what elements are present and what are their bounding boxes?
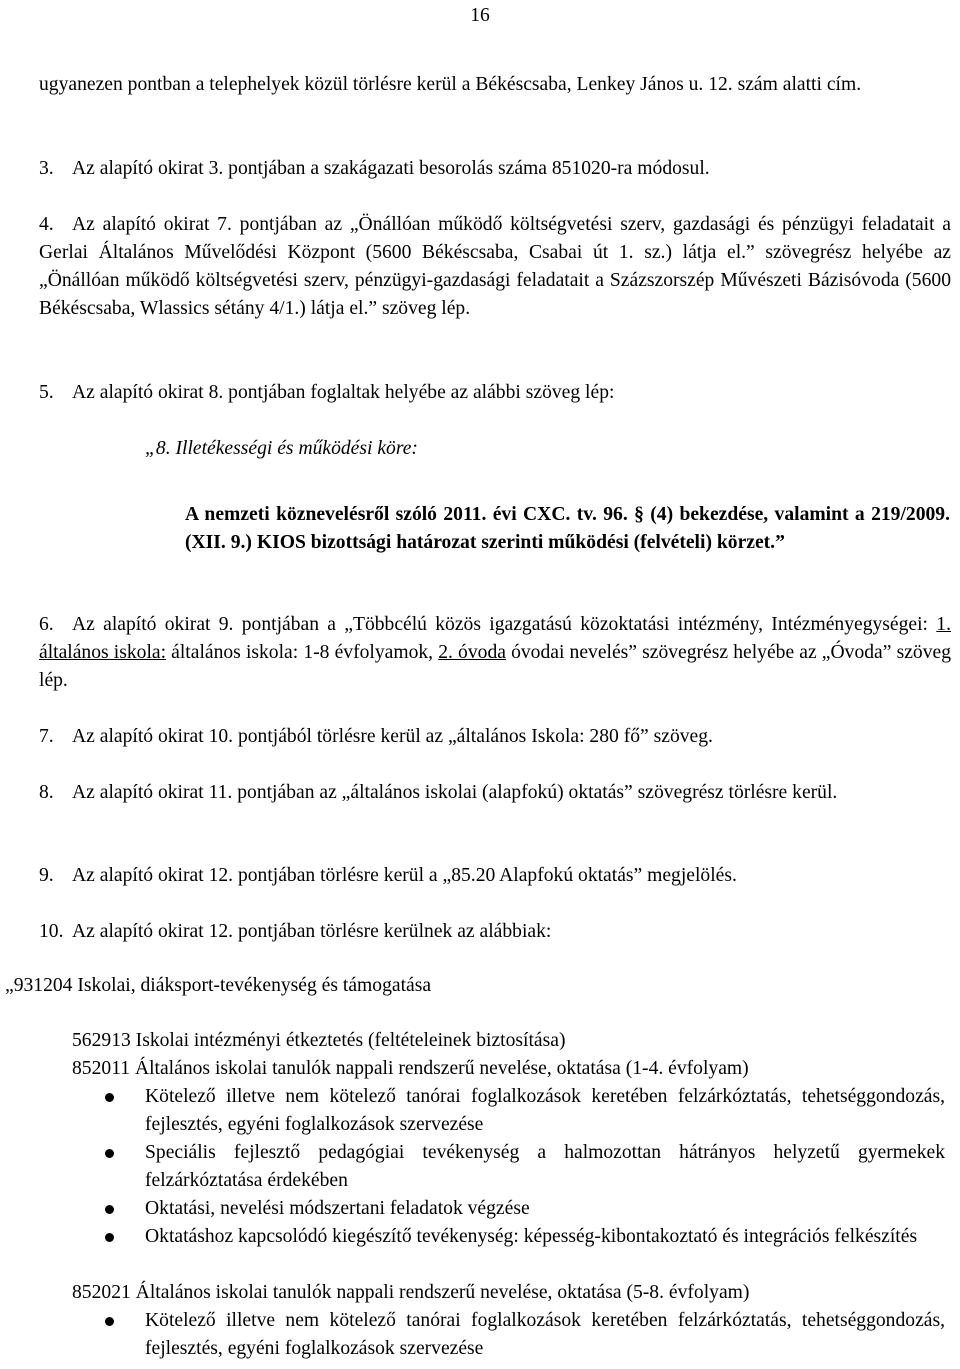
list-item-3 — [39, 155, 951, 183]
bullet-dot — [105, 1233, 114, 1242]
item-text: Az alapító okirat 10. pontjából törlésre kerül az „általános Iskola: 280 fő” szöveg. — [72, 726, 713, 747]
item-number: 5. — [39, 382, 54, 403]
item-text: Az alapító okirat 8. pontjában foglaltak helyébe az alábbi szöveg lép: — [72, 382, 615, 403]
activity-562913: 562913 Iskolai intézményi étkeztetés (feltételeinek biztosítása) — [72, 1030, 566, 1051]
activity-852021: 852021 Általános iskolai tanulók nappali rendszerű nevelése, oktatása (5-8. évfolyam) — [72, 1282, 750, 1303]
bullet-dot — [105, 1093, 114, 1102]
item-number: 6. — [39, 614, 54, 635]
item-text-post: óvodai nevelés” szövegrész helyébe az „Óvoda” szöveg lép. — [39, 642, 951, 691]
paragraph-continuation: ugyanezen pontban a telephelyek közül törlésre kerül a Békéscsaba, Lenkey János u. 12. szám alatti cím. — [39, 74, 862, 95]
activity-852011: 852011 Általános iskolai tanulók nappali rendszerű nevelése, oktatása (1-4. évfolyam) — [72, 1058, 749, 1079]
bullet-dot — [105, 1149, 114, 1158]
list-item-6 — [39, 611, 951, 695]
item-text: Az alapító okirat 12. pontjában törlésre kerülnek az alábbiak: — [72, 921, 552, 942]
item-text: Az alapító okirat 11. pontjában az „általános iskolai (alapfokú) oktatás” szövegrész törlésre kerül. — [72, 782, 838, 803]
item-number: 8. — [39, 782, 54, 803]
bullet-item: Kötelező illetve nem kötelező tanórai foglalkozások keretében felzárkóztatás, tehetséggondozás, fejlesztés, egyéni foglalkozások szervezése — [145, 1086, 945, 1135]
item-text-underlined-2: 2. óvoda — [438, 642, 506, 663]
bullet-dot — [105, 1205, 114, 1214]
item-number: 10. — [39, 921, 64, 942]
list-item-5 — [39, 379, 951, 407]
item-text-pre: Az alapító okirat 9. pontjában a „Többcélú közös igazgatású közoktatási intézmény, Intézményegységei: — [72, 614, 937, 635]
quote-931204: „931204 Iskolai, diáksport-tevékenység és támogatása — [5, 975, 432, 996]
item-text: Az alapító okirat 7. pontjában az „Önállóan működő költségvetési szerv, gazdasági és pénzügyi feladatait a Gerlai Általános Művelődési Központ (5600 Békéscsaba, Csabai út 1. sz.) látja el.” szövegrész helyébe az „Önállóan működő költségvetési szerv, pénzügyi-gazdasági feladatait a Százszorszép Művészeti Bázisóvoda (5600 Békéscsaba, Wlassics sétány 4/1.) látja el.” szöveg lép. — [39, 214, 951, 319]
page-number: 16 — [470, 5, 490, 26]
section-8-body: A nemzeti köznevelésről szóló 2011. évi CXC. tv. 96. § (4) bekezdése, valamint a 219/2009. (XII. 9.) KIOS bizottsági határozat szerinti működési (felvételi) körzet.” — [185, 504, 950, 553]
bullet-dot — [105, 1317, 114, 1326]
item-text: Az alapító okirat 3. pontjában a szakágazati besorolás száma 851020-ra módosul. — [72, 158, 710, 179]
section-8-heading: „8. Illetékességi és működési köre: — [145, 438, 418, 459]
item-number: 7. — [39, 726, 54, 747]
item-number: 3. — [39, 158, 54, 179]
item-text-underlined-1: 1. általános iskola: — [39, 614, 951, 663]
list-item-9 — [39, 862, 951, 890]
list-item-10 — [39, 918, 951, 946]
bullet-item: Oktatáshoz kapcsolódó kiegészítő tevékenység: képesség-kibontakoztató és integrációs felkészítés — [145, 1226, 918, 1247]
item-number: 9. — [39, 865, 54, 886]
list-item-7 — [39, 723, 951, 751]
bullet-item: Speciális fejlesztő pedagógiai tevékenység a halmozottan hátrányos helyzetű gyermekek felzárkóztatása érdekében — [145, 1142, 945, 1191]
item-text: Az alapító okirat 12. pontjában törlésre kerül a „85.20 Alapfokú oktatás” megjelölés. — [72, 865, 737, 886]
item-number: 4. — [39, 214, 54, 235]
bullet-item: Kötelező illetve nem kötelező tanórai foglalkozások keretében felzárkóztatás, tehetséggondozás, fejlesztés, egyéni foglalkozások szervezése — [145, 1310, 945, 1359]
list-item-8 — [39, 779, 911, 807]
bullet-item: Oktatási, nevelési módszertani feladatok végzése — [145, 1198, 530, 1219]
list-item-4 — [39, 211, 951, 323]
item-text-mid: általános iskola: 1-8 évfolyamok, — [166, 642, 439, 663]
